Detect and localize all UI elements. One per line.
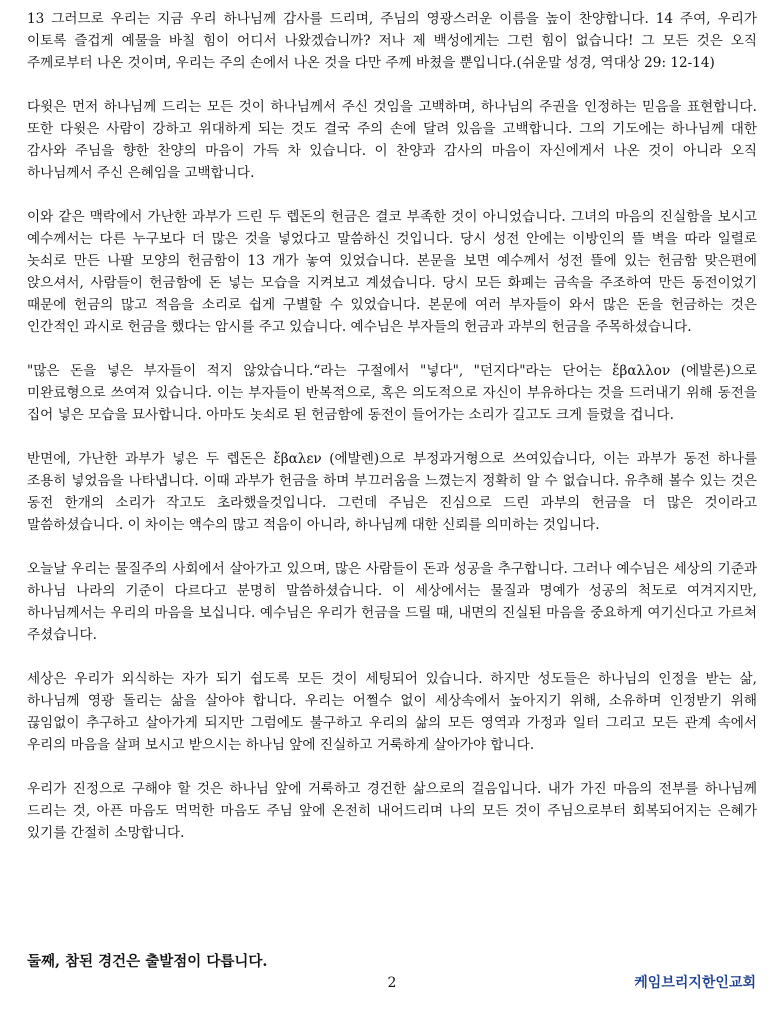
body-paragraph-ebalon: "많은 돈을 넣은 부자들이 적지 않았습니다.“라는 구절에서 "넣다", "던지다"라는 단어는 ἔβαλλον (에발론)으로 미완료형으로 쓰여져 있습니다. 이는 부자들이 반복적으로, 혹은 의도적으로 자신이 부유하다는 것을 드러내기 위해 동전을 집어 넣은 모습을 묘사합니다. 아마도 놋쇠로 된 헌금함에 동전이 들어가는 소리가 길고도 크게 들렸을 겁니다. (27, 363, 757, 423)
section-heading: 둘째, 참된 경건은 출발점이 다릅니다. (27, 953, 268, 970)
church-name: 케임브리지한인교회 (634, 975, 756, 991)
body-paragraph-widow-offering: 이와 같은 맥락에서 가난한 과부가 드린 두 렙돈의 헌금은 결코 부족한 것이 아니었습니다. 그녀의 마음의 진실함을 보시고 예수께서는 다른 누구보다 더 많은 것을 넣었다고 말씀하신 것입니다. 당시 성전 안에는 이방인의 뜰 벽을 따라 일렬로 놋쇠로 만든 나팔 모양의 헌금함이 13 개가 놓여 있었습니다. 본문을 보면 예수께서 성전 뜰에 있는 헌금함 맞은편에 앉으셔서, 사람들이 헌금함에 돈 넣는 모습을 지켜보고 계셨습니다. 당시 모든 화폐는 금속을 주조하여 만든 동전이었기 때문에 헌금의 많고 적음을 소리로 쉽게 구별할 수 있었습니다. 본문에 여러 부자들이 와서 많은 돈을 헌금하는 것은 인간적인 과시로 헌금을 했다는 암시를 주고 있습니다. 예수님은 부자들의 헌금과 과부의 헌금을 주목하셨습니다. (27, 209, 757, 335)
document-body (27, 8, 757, 970)
body-paragraph-materialism: 오늘날 우리는 물질주의 사회에서 살아가고 있으며, 많은 사람들이 돈과 성공을 추구합니다. 그러나 예수님은 세상의 기준과 하나님 나라의 기준이 다르다고 분명히 말씀하셨습니다. 이 세상에서는 물질과 명예가 성공의 척도로 여겨지지만, 하나님께서는 우리의 마음을 보십니다. 예수님은 우리가 헌금을 드릴 때, 내면의 진실된 마음을 중요하게 여기신다고 가르쳐 주셨습니다. (27, 561, 757, 643)
body-paragraph-ebalen: 반면에, 가난한 과부가 넣은 두 렙돈은 ἔβαλεν (에발렌)으로 부정과거형으로 쓰여있습니다, 이는 과부가 동전 하나를 조용히 넣었음을 나타냅니다. 이때 과부가 헌금을 하며 부끄러움을 느꼈는지 정확히 알 수 없습니다. 유추해 볼수 있는 것은 동전 한개의 소리가 작고도 초라했을것입니다. 그런데 주님은 진심으로 드린 과부의 헌금을 더 많은 것이라고 말씀하셨습니다. 이 차이는 액수의 많고 적음이 아니라, 하나님께 대한 신뢰를 의미하는 것입니다. (27, 451, 757, 533)
body-paragraph-david-prayer: 다윗은 먼저 하나님께 드리는 모든 것이 하나님께서 주신 것임을 고백하며, 하나님의 주권을 인정하는 믿음을 표현합니다. 또한 다윗은 사람이 강하고 위대하게 되는 것도 결국 주의 손에 달려 있음을 고백합니다. 그의 기도에는 하나님께 대한 감사와 주님을 향한 찬양의 마음이 가득 차 있습니다. 이 찬양과 감사의 마음이 자신에게서 나온 것이 아니라 오직 하나님께서 주신 은혜임을 고백합니다. (27, 99, 757, 181)
scripture-paragraph: 13 그러므로 우리는 지금 우리 하나님께 감사를 드리며, 주님의 영광스러운 이름을 높이 찬양합니다. 14 주여, 우리가 이토록 즐겁게 예물을 바칠 힘이 어디서 나왔겠습니까? 저나 제 백성에게는 그런 힘이 없습니다! 그 모든 것은 오직 주께로부터 나온 것이며, 우리는 주의 손에서 나온 것을 다만 주께 바쳤을 뿐입니다.(쉬운말 성경, 역대상 29: 12-14) (27, 11, 757, 71)
page-number: 2 (387, 975, 397, 991)
body-paragraph-holy-life: 우리가 진정으로 구해야 할 것은 하나님 앞에 거룩하고 경건한 삶으로의 걸음입니다. 내가 가진 마음의 전부를 하나님께 드리는 것, 아픈 마음도 먹먹한 마음도 주님 앞에 온전히 내어드리며 나의 모든 것이 주님으로부터 회복되어지는 은혜가 있기를 간절히 소망합니다. (27, 781, 757, 841)
body-paragraph-hypocrisy: 세상은 우리가 외식하는 자가 되기 쉽도록 모든 것이 세팅되어 있습니다. 하지만 성도들은 하나님의 인정을 받는 삶, 하나님께 영광 돌리는 삶을 살아야 합니다. 우리는 어쩔수 없이 세상속에서 높아지기 위해, 소유하며 인정받기 위해 끊임없이 추구하고 살아가게 되지만 그럼에도 불구하고 우리의 삶의 모든 영역과 가정과 일터 그리고 모든 관계 속에서 우리의 마음을 살펴 보시고 받으시는 하나님 앞에 진실하고 거룩하게 살아가야 합니다. (27, 671, 757, 753)
